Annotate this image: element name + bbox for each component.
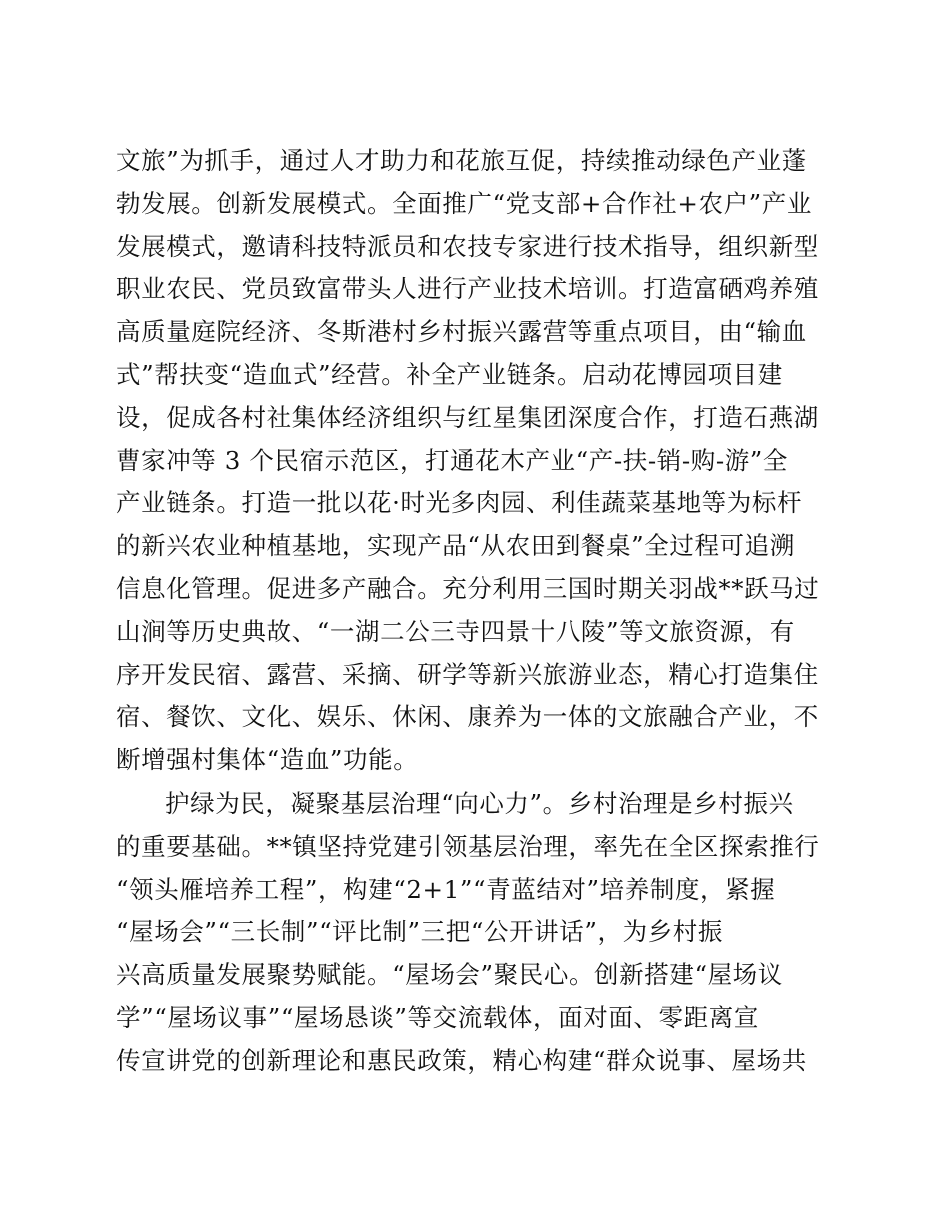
text-line: “领头雁培养工程”，构建“2+1”“青蓝结对”培养制度，紧握 [116,874,776,904]
text-line: 设，促成各村社集体经济组织与红星集团深度合作，打造石燕湖 [116,402,819,432]
text-line: 宿、餐饮、文化、娱乐、休闲、康养为一体的文旅融合产业，不 [116,702,819,732]
text-line: 职业农民、党员致富带头人进行产业技术培训。打造富硒鸡养殖 [116,274,819,304]
text-line: 式”帮扶变“造血式”经营。补全产业链条。启动花博园项目建 [116,359,783,389]
text-line: 传宣讲党的创新理论和惠民政策，精心构建“群众说事、屋场共 [116,1045,807,1075]
text-line: 曹家冲等 3 个民宿示范区，打通花木产业“产-扶-销-购-游”全 [116,445,789,475]
text-line: 学”“屋场议事”“屋场恳谈”等交流载体，面对面、零距离宣 [116,1002,759,1032]
text-line: 断增强村集体“造血”功能。 [116,745,419,775]
text-line: 高质量庭院经济、冬斯港村乡村振兴露营等重点项目，由“输血 [116,317,807,347]
paragraph-1 [116,140,836,782]
text-line: 信息化管理。促进多产融合。充分利用三国时期关羽战**跃马过 [116,573,820,603]
text-line: “屋场会”“三长制”“评比制”三把“公开讲话”，为乡村振 [116,917,723,947]
text-line: 护绿为民，凝聚基层治理“向心力”。乡村治理是乡村振兴 [165,789,794,818]
text-line: 文旅”为抓手，通过人才助力和花旅互促，持续推动绿色产业蓬 [116,146,807,175]
paragraph-2 [116,783,836,1083]
text-line: 勃发展。创新发展模式。全面推广“党支部+合作社+农户”产业 [116,188,813,218]
text-line: 产业链条。打造一批以花·时光多肉园、利佳蔬菜基地等为标杆 [116,488,803,518]
text-line: 山涧等历史典故、“一湖二公三寺四景十八陵”等文旅资源，有 [116,616,795,646]
text-line: 发展模式，邀请科技特派员和农技专家进行技术指导，组织新型 [116,231,819,261]
text-line: 序开发民宿、露营、采摘、研学等新兴旅游业态，精心打造集住 [116,659,819,689]
text-line: 的重要基础。**镇坚持党建引领基层治理，率先在全区探索推行 [116,831,820,861]
text-line: 的新兴农业种植基地，实现产品“从农田到餐桌”全过程可追溯 [116,531,795,561]
text-line: 兴高质量发展聚势赋能。“屋场会”聚民心。创新搭建“屋场议 [116,960,783,990]
